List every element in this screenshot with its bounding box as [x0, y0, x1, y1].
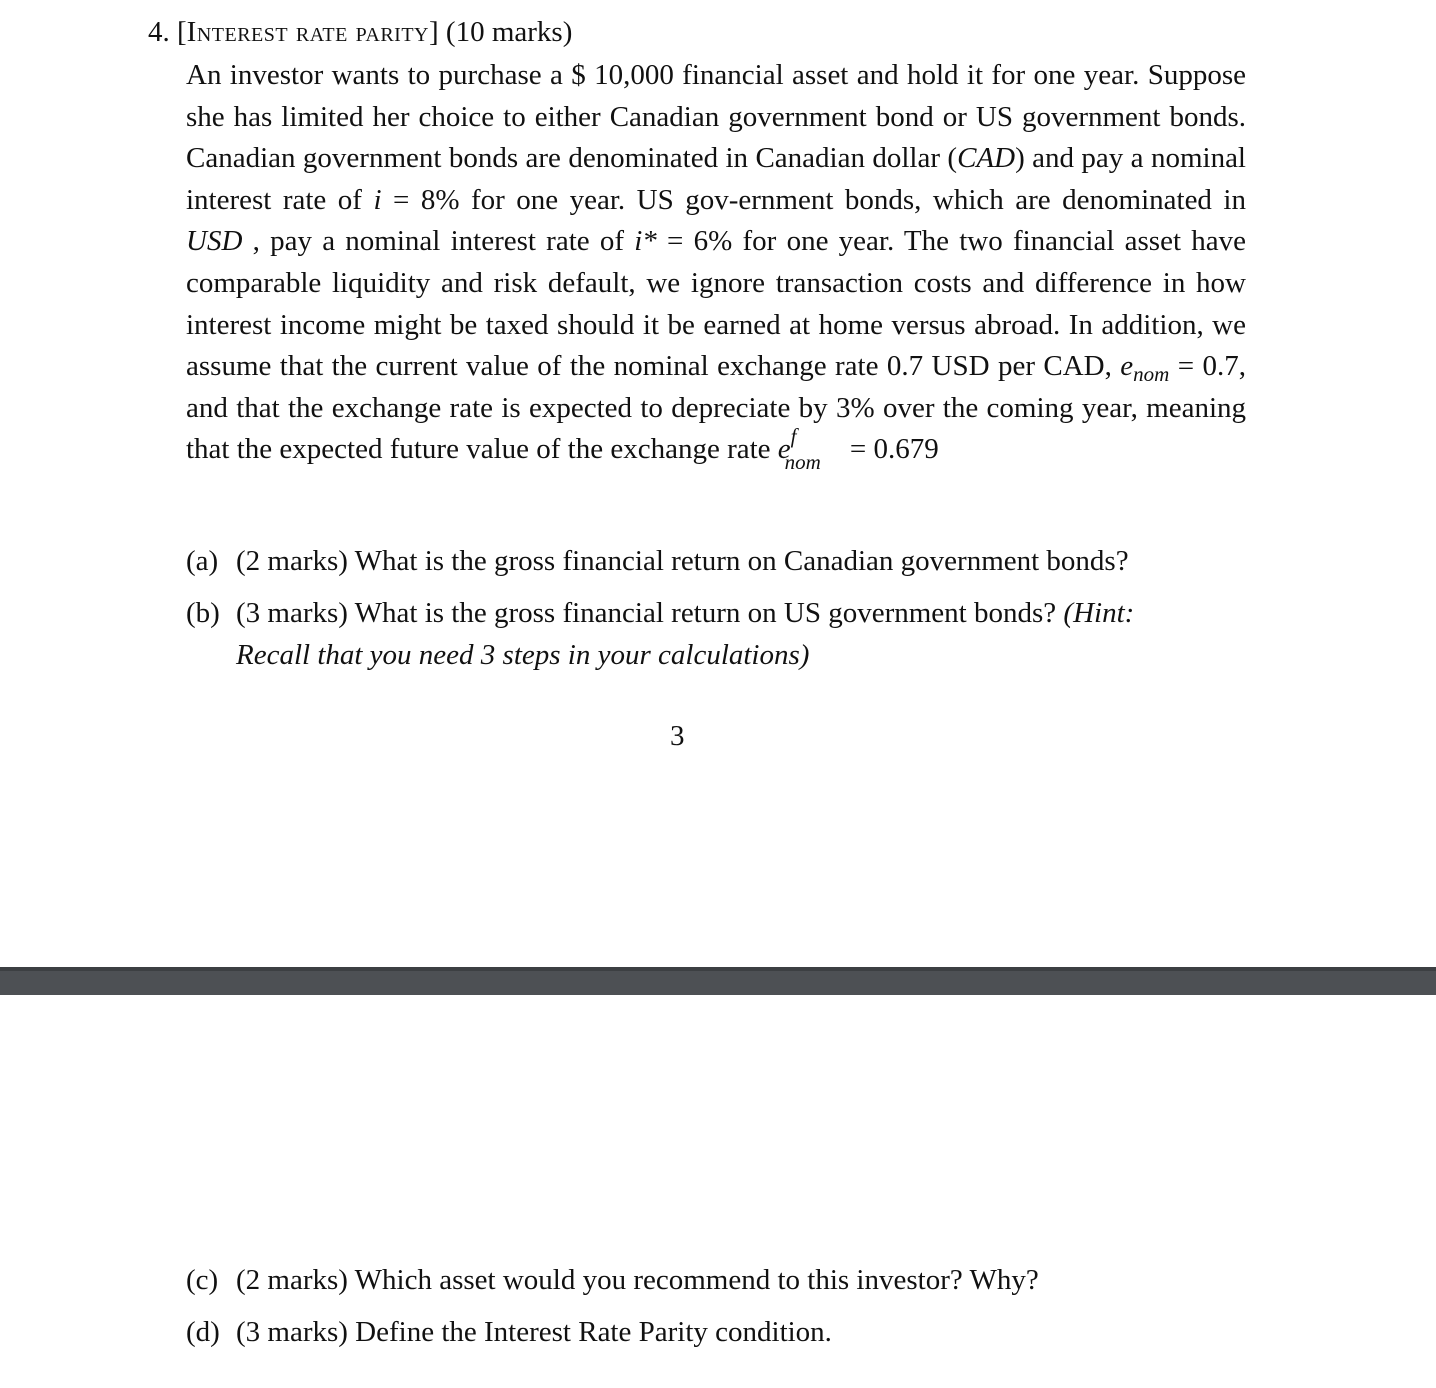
page-divider-edge [0, 967, 1436, 971]
page-divider [0, 967, 1436, 995]
part-a [186, 540, 1129, 582]
question-title: Interest rate parity [186, 16, 429, 48]
intro-text-4: , pay a nominal interest rate of [242, 225, 635, 258]
part-d [186, 1311, 832, 1353]
intro-text-7: = 0.679 [842, 433, 939, 466]
question-marks: (10 marks) [445, 16, 573, 48]
exchange-rate-subscript: nom [1133, 362, 1170, 387]
part-b-hint: Recall that you need 3 steps in your calculations) [236, 639, 810, 671]
intro-text-5: = 6% for one year. The two financial asset have comparable liquidity and risk default, we ignore transaction costs and difference in how interest income might be taxed should it be earned at home versus abroad. In addition, we assume that the current value of the nominal exchange rate 0.7 USD per CAD, [186, 225, 1246, 383]
part-a-label: (a) [186, 545, 219, 577]
part-c-label: (c) [186, 1264, 219, 1296]
interest-symbol: i [373, 183, 382, 216]
question-intro-paragraph [186, 55, 1247, 475]
page-number: 3 [670, 720, 685, 752]
question-header [148, 14, 572, 50]
part-b-text: (3 marks) What is the gross financial return on US government bonds? [236, 597, 1064, 629]
part-c-text: (2 marks) Which asset would you recommend to this investor? Why? [236, 1264, 1039, 1296]
cad-symbol: CAD [957, 142, 1016, 175]
part-b-label: (b) [186, 597, 220, 629]
part-a-text: (2 marks) What is the gross financial return on Canadian government bonds? [236, 545, 1129, 577]
intro-text-3: = 8% for one year. US gov-ernment bonds, which are denominated in [381, 183, 1246, 216]
exchange-rate-symbol: e [1120, 350, 1134, 383]
intro-text-6: = 0.7, and that the exchange rate is expected to depreciate by 3% over the coming year, meaning that the expected future value of the exchange rate [186, 350, 1247, 466]
future-exchange-rate-scripts [784, 424, 843, 475]
part-b-hint-start: (Hint: [1063, 597, 1135, 629]
future-exchange-rate-subscript: nom [784, 450, 821, 475]
future-exchange-rate-symbol: e [777, 433, 791, 466]
usd-symbol: USD [186, 225, 243, 258]
future-exchange-rate-superscript: f [790, 424, 797, 449]
title-close-bracket: ] [429, 16, 439, 48]
question-number: 4. [148, 16, 170, 48]
part-b [186, 592, 1134, 634]
part-d-text: (3 marks) Define the Interest Rate Parity condition. [236, 1316, 832, 1348]
foreign-interest-symbol: i* [634, 225, 657, 258]
intro-text-1: An investor wants to purchase a $ 10,000 financial asset and hold it for one year. Suppose she has limited her choice to either Canadian government bond or US government bonds. Canadian government bonds are denominated in Canadian dollar ( [186, 59, 1246, 175]
title-open-bracket: [ [177, 16, 187, 48]
part-d-label: (d) [186, 1316, 220, 1348]
intro-text-2: ) and pay a nominal interest rate of [186, 142, 1246, 216]
part-c [186, 1259, 1039, 1301]
